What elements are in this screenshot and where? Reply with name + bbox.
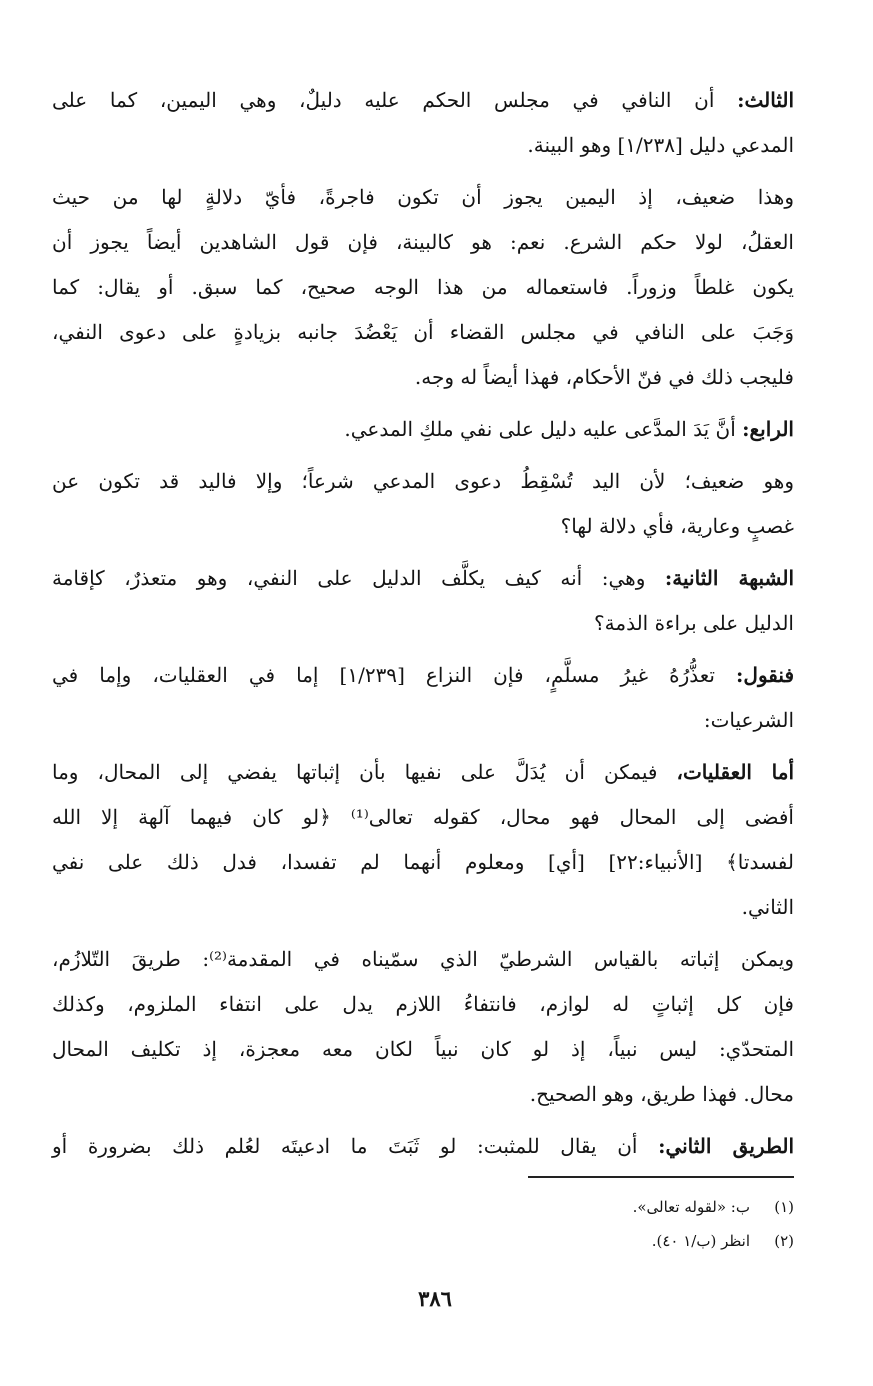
paragraph-lead: فنقول: [736, 663, 795, 687]
paragraph-thalith [52, 78, 794, 168]
paragraph-tariq-2 [52, 1124, 794, 1169]
footnote-1 [300, 1190, 794, 1224]
footnote-number: (٢) [774, 1232, 794, 1250]
text-line: غصبٍ وعارية، فأي دلالة لها؟ [560, 514, 794, 538]
paragraph-aqliyyat [52, 750, 794, 930]
text-line: الشرعيات: [703, 708, 794, 732]
footnote-2 [300, 1224, 794, 1258]
text-line: أفضى إلى المحال فهو محال، كقوله تعالى⁽¹⁾ ﴿لو كان فيهما آلهة إلا الله [52, 805, 794, 829]
page-body [52, 78, 794, 1176]
text-line: محال. فهذا طريق، وهو الصحيح. [529, 1082, 794, 1106]
text-line: ويمكن إثباته بالقياس الشرطيّ الذي سمّيناه في المقدمة⁽²⁾: طريقَ التّلازُم، [52, 947, 794, 971]
text-line: فليجب ذلك في فنّ الأحكام، فهذا أيضاً له وجه. [414, 365, 794, 389]
text-line: وهذا ضعيف، إذ اليمين يجوز أن تكون فاجرةً، فأيّ دلالةٍ لها من حيث [52, 185, 794, 209]
text-line: الشبهة الثانية: وهي: أنه كيف يكلَّف الدليل على النفي، وهو متعذرٌ، كإقامة [52, 566, 795, 590]
footnote-number: (١) [774, 1198, 794, 1216]
text-line: وهو ضعيف؛ لأن اليد تُسْقِطُ دعوى المدعي شرعاً؛ وإلا فاليد قد تكون عن [52, 469, 794, 493]
paragraph-lead: الشبهة الثانية: [664, 566, 795, 590]
paragraph-lead: الثالث: [737, 88, 795, 112]
text-line: فنقول: تعذُّرُهُ غيرُ مسلَّمٍ، فإن النزاع [١/٢٣٩] إما في العقليات، وإما في [52, 663, 795, 687]
page-number: ٣٨٦ [418, 1286, 452, 1311]
text-line: لفسدتا﴾ [الأنبياء:٢٢] [أي] ومعلوم أنهما لم تفسدا، فدل ذلك على نفي [52, 850, 794, 874]
footnote-text: ب: «لقوله تعالى». [632, 1198, 750, 1216]
text-line: الرابع: أنَّ يَدَ المدَّعى عليه دليل على نفي ملكِ المدعي. [344, 417, 794, 441]
text-line: المتحدّي: ليس نبياً، إذ لو كان نبياً لكان معه معجزة، إذ تكليف المحال [52, 1037, 794, 1061]
text-line: الطريق الثاني: أن يقال للمثبت: لو ثَبَتَ ما ادعيتَه لعُلم ذلك بضرورة أو [52, 1134, 795, 1158]
paragraph-rabi [52, 407, 794, 452]
text-line: يكون غلطاً وزوراً. فاستعماله من هذا الوجه صحيح، كما سبق. أو يقال: كما [52, 275, 794, 299]
text-line: وَجَبَ على النافي في مجلس القضاء أن يَعْضُدَ جانبه بزيادةٍ على دعوى النفي، [52, 320, 794, 344]
text-line: الدليل على براءة الذمة؟ [594, 611, 794, 635]
text-line: العقلُ، لولا حكم الشرع. نعم: هو كالبينة، فإن قول الشاهدين أيضاً يجوز أن [52, 230, 794, 254]
text-line: أما العقليات، فيمكن أن يُدَلَّ على نفيها بأن إثباتها يفضي إلى المحال، وما [52, 760, 795, 784]
footnote-separator [528, 1176, 794, 1178]
paragraph-lead: الطريق الثاني: [658, 1134, 795, 1158]
paragraph-shubha-2 [52, 556, 794, 646]
paragraph-commentary-2 [52, 459, 794, 549]
text-line: فإن كل إثباتٍ له لوازم، فانتفاءُ اللازم يدل على انتفاء الملزوم، وكذلك [52, 992, 794, 1016]
text-line: الثاني. [741, 895, 794, 919]
footnote-text: انظر (ب/١ ٤٠). [651, 1232, 750, 1250]
paragraph-naqul [52, 653, 794, 743]
paragraph-lead: أما العقليات، [676, 760, 795, 784]
footnotes [300, 1190, 794, 1258]
paragraph-qiyas [52, 937, 794, 1117]
text-line: المدعي دليل [١/٢٣٨] وهو البينة. [527, 133, 794, 157]
paragraph-lead: الرابع: [742, 417, 794, 441]
text-line: الثالث: أن النافي في مجلس الحكم عليه دليلٌ، وهي اليمين، كما على [52, 88, 795, 112]
paragraph-commentary-1 [52, 175, 794, 400]
